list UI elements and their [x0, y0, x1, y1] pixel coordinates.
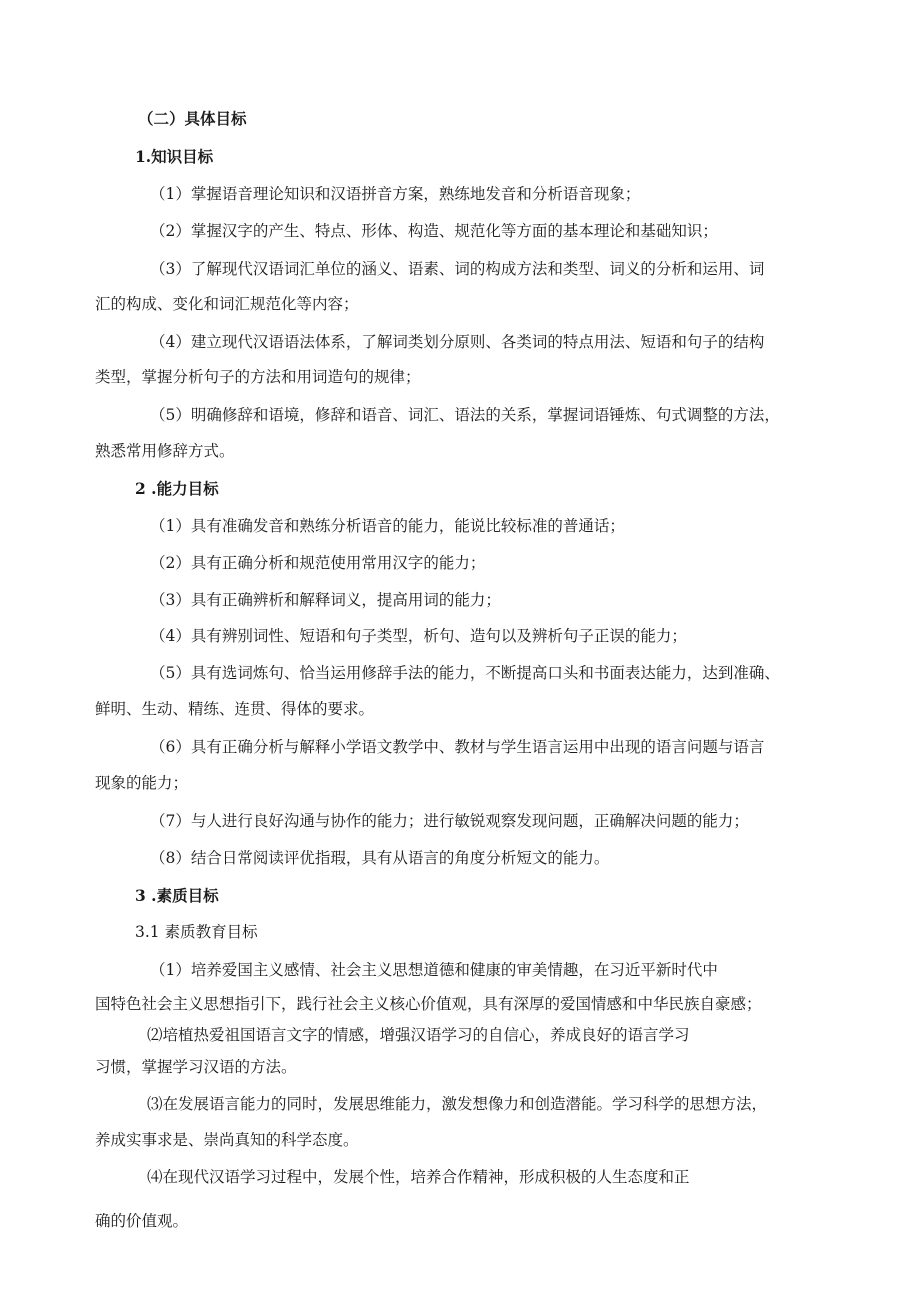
ability-item-4: （4）具有辨别词性、短语和句子类型，析句、造句以及辨析句子正误的能力；	[150, 627, 687, 645]
quality-item-3: ⑶在发展语言能力的同时，发展思维能力，激发想像力和创造潜能。学习科学的思想方法，	[147, 1095, 768, 1113]
quality-title: 3 .素质目标	[135, 886, 219, 905]
knowledge-item-5: （5）明确修辞和语境，修辞和语音、词汇、语法的关系，掌握词语锤炼、句式调整的方法，	[150, 406, 780, 424]
quality-item-1-cont: 国特色社会主义思想指引下，践行社会主义核心价值观，具有深厚的爱国情感和中华民族自豪感；	[95, 995, 762, 1013]
knowledge-item-4: （4）建立现代汉语语法体系，了解词类划分原则、各类词的特点用法、短语和句子的结构	[150, 333, 765, 351]
ability-item-1: （1）具有准确发音和熟练分析语音的能力，能说比较标准的普通话；	[150, 517, 625, 535]
knowledge-item-5-cont: 熟悉常用修辞方式。	[95, 442, 235, 460]
knowledge-item-2: （2）掌握汉字的产生、特点、形体、构造、规范化等方面的基本理论和基础知识；	[150, 222, 718, 240]
knowledge-item-3: （3）了解现代汉语词汇单位的涵义、语素、词的构成方法和类型、词义的分析和运用、词	[150, 260, 765, 278]
knowledge-title: 1.知识目标	[135, 147, 214, 166]
knowledge-item-1: （1）掌握语音理论知识和汉语拼音方案，熟练地发音和分析语音现象；	[150, 185, 641, 203]
ability-item-2: （2）具有正确分析和规范使用常用汉字的能力；	[150, 554, 486, 572]
ability-item-8: （8）结合日常阅读评优指瑕，具有从语言的角度分析短文的能力。	[150, 849, 610, 867]
ability-item-6-cont: 现象的能力；	[95, 774, 189, 792]
quality-item-4: ⑷在现代汉语学习过程中，发展个性，培养合作精神，形成积极的人生态度和正	[147, 1168, 690, 1186]
quality-item-2-cont: 习惯，掌握学习汉语的方法。	[95, 1058, 297, 1076]
ability-item-7: （7）与人进行良好沟通与协作的能力；进行敏锐观察发现问题，正确解决问题的能力；	[150, 812, 749, 830]
section-heading: （二）具体目标	[138, 109, 247, 128]
quality-item-1: （1）培养爱国主义感情、社会主义思想道德和健康的审美情趣，在习近平新时代中	[150, 961, 718, 979]
knowledge-item-4-cont: 类型，掌握分析句子的方法和用词造句的规律；	[95, 368, 421, 386]
quality-item-2: ⑵培植热爱祖国语言文字的情感，增强汉语学习的自信心，养成良好的语言学习	[147, 1026, 690, 1044]
ability-item-5-cont: 鲜明、生动、精练、连贯、得体的要求。	[95, 700, 375, 718]
ability-title: 2 .能力目标	[135, 479, 219, 498]
ability-item-3: （3）具有正确辨析和解释词义，提高用词的能力；	[150, 591, 501, 609]
quality-item-3-cont: 养成实事求是、崇尚真知的科学态度。	[95, 1131, 359, 1149]
quality-item-4-cont: 确的价值观。	[95, 1212, 189, 1230]
quality-subtitle: 3.1 素质教育目标	[135, 923, 258, 941]
ability-item-5: （5）具有选词炼句、恰当运用修辞手法的能力，不断提高口头和书面表达能力，达到准确、	[150, 664, 780, 682]
ability-item-6: （6）具有正确分析与解释小学语文教学中、教材与学生语言运用中出现的语言问题与语言	[150, 738, 765, 756]
knowledge-item-3-cont: 汇的构成、变化和词汇规范化等内容；	[95, 295, 359, 313]
